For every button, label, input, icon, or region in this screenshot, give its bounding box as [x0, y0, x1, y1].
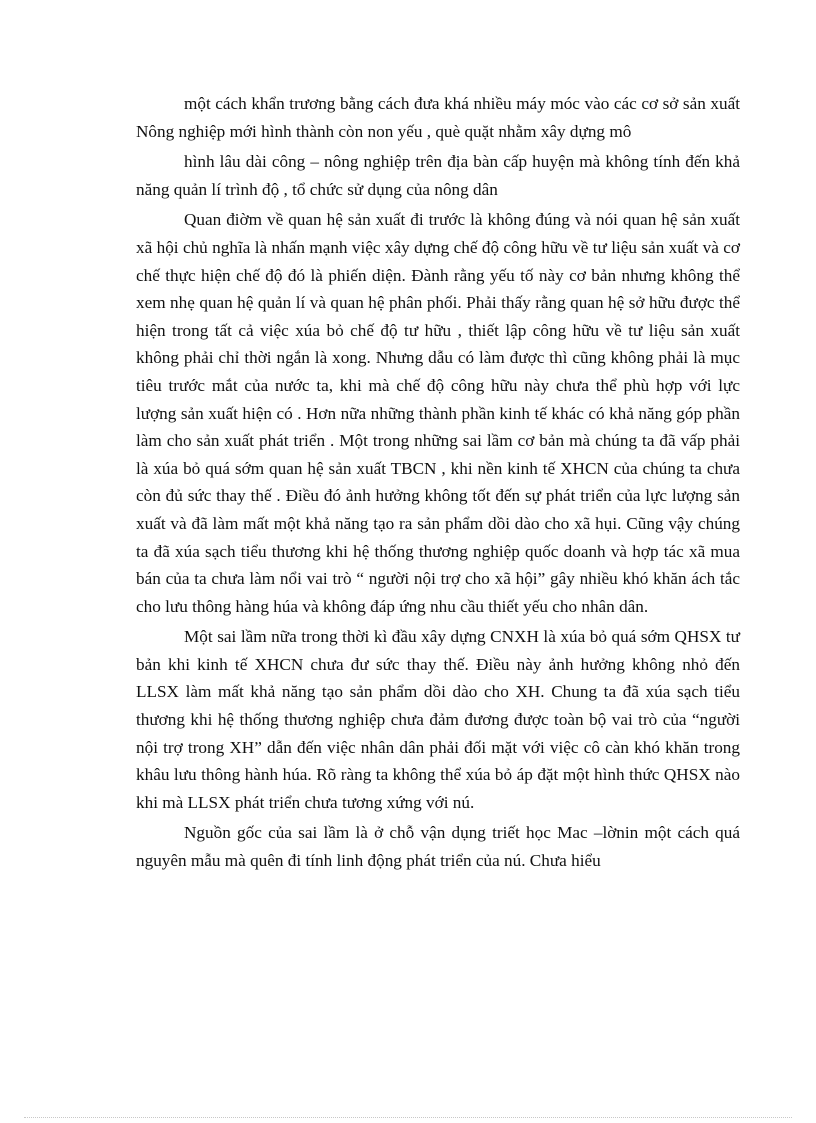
paragraph-1: một cách khẩn trương bằng cách đưa khá nhiều máy móc vào các cơ sở sản xuất Nông nghiệp mới hình thành còn non yếu , què quặt nhằm xây dựng mô: [136, 94, 740, 141]
paragraph-2: hình lâu dài công – nông nghiệp trên địa bàn cấp huyện mà không tính đến khả năng quản lí trình độ , tổ chức sử dụng của nông dân: [136, 152, 740, 199]
paragraph-3: Quan điờm về quan hệ sản xuất đi trước là không đúng và nói quan hệ sản xuất xã hội chủ nghĩa là nhấn mạnh việc xây dựng chế độ công hữu về tư liệu sản xuất và cơ chế thực hiện chế độ đó là phiến diện. Đành rằng yếu tố này cơ bản nhưng không thể xem nhẹ quan hệ quản lí và quan hệ phân phối. Phải thấy rằng quan hệ sở hữu được thể hiện trong tất cả việc xúa bỏ chế độ tư hữu , thiết lập công hữu về tư liệu sản xuất không phải chỉ thời ngắn là xong. Nhưng dẫu có làm được thì cũng không phải là mục tiêu trước mắt của nước ta, khi mà chế độ công hữu này chưa thể phù hợp với lực lượng sản xuất hiện có . Hơn nữa những thành phần kinh tế khác có khả năng góp phần làm cho sản xuất phát triển . Một trong những sai lầm cơ bản mà chúng ta đã vấp phải là xúa bỏ quá sớm quan hệ sản xuất TBCN , khi nền kinh tế XHCN của chúng ta chưa còn đủ sức thay thế . Điều đó ảnh hưởng không tốt đến sự phát triển của lực lượng sản xuất và đã làm mất một khả năng tạo ra sản phẩm dồi dào cho xã hụi. Cũng vậy chúng ta đã xúa sạch tiểu thương khi hệ thống thương nghiệp quốc doanh và hợp tác xã mua bán của ta chưa làm nổi vai trò “ người nội trợ cho xã hội” gây nhiều khó khăn ách tắc cho lưu thông hàng húa và không đáp ứng nhu cầu thiết yếu cho nhân dân.: [136, 210, 740, 616]
document-body: [136, 90, 740, 878]
paragraph-5: Nguồn gốc của sai lầm là ở chỗ vận dụng triết học Mac –lờnin một cách quá nguyên mẫu mà quên đi tính linh động phát triển của nú. Chưa hiểu: [136, 823, 740, 871]
paragraph-4: Một sai lầm nữa trong thời kì đầu xây dựng CNXH là xúa bỏ quá sớm QHSX tư bản khi kinh tế XHCN chưa đư sức thay thế. Điều này ảnh hưởng không nhỏ đến LLSX làm mất khả năng tạo sản phẩm dồi dào cho XH. Chung ta đã xúa sạch tiểu thương khi hệ thống thương nghiệp chưa đảm đương được toàn bộ vai trò của “người nội trợ trong XH” dẫn đến việc nhân dân phải đối mặt với việc cô càn khó khăn trong khâu lưu thông hành húa. Rõ ràng ta không thể xúa bỏ áp đặt một hình thức QHSX nào khi mà LLSX phát triển chưa tương xứng với nú.: [136, 627, 740, 812]
page-bottom-rule: [24, 1117, 792, 1118]
